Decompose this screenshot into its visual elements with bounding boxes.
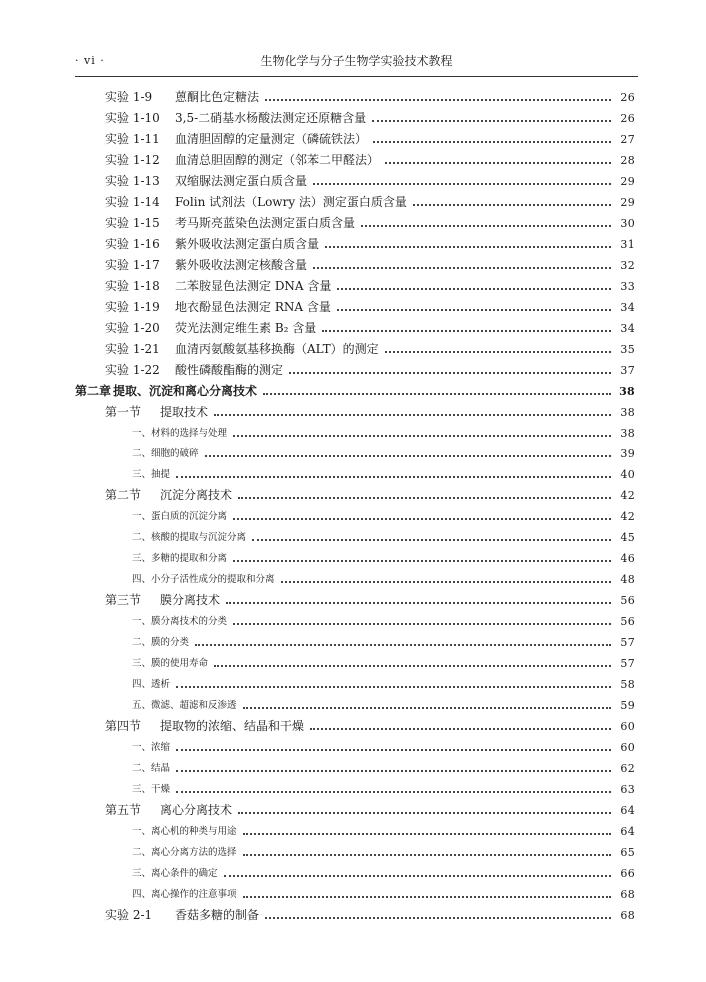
toc-entry-title: 三、膜的使用寿命 <box>132 658 209 670</box>
toc-entry-title: 紫外吸收法测定蛋白质含量 <box>175 236 320 251</box>
toc-entry-page: 37 <box>620 363 635 377</box>
toc-entry-label: 实验 1-14 <box>105 194 160 209</box>
toc-entry-exp <box>105 255 635 276</box>
toc-entry-label: 实验 1-20 <box>105 320 160 335</box>
toc-entry-label: 第二章 <box>75 383 112 398</box>
toc-entry-section <box>105 800 635 821</box>
toc-entry-title: 3,5-二硝基水杨酸法测定还原糖含量 <box>175 110 367 125</box>
toc-entry-page: 65 <box>620 845 635 859</box>
toc-entry-label: 实验 1-11 <box>105 131 160 146</box>
toc-entry-title: 一、膜分离技术的分类 <box>132 616 228 628</box>
toc-entry-page: 56 <box>620 594 635 608</box>
toc-entry-page: 56 <box>620 615 635 629</box>
toc-entry-item <box>132 842 635 863</box>
toc-entry-item <box>132 695 635 716</box>
toc-entry-page: 40 <box>620 468 635 482</box>
toc-entry-exp <box>105 360 635 381</box>
toc-entry-page: 45 <box>620 531 635 545</box>
page-number: · vi · <box>75 54 105 67</box>
toc-entry-title: 紫外吸收法测定核酸含量 <box>175 257 308 272</box>
toc-entry-page: 60 <box>620 720 635 734</box>
toc-entry-page: 33 <box>620 279 635 293</box>
toc-entry-page: 57 <box>620 657 635 671</box>
toc-entry-item <box>132 884 635 905</box>
toc-entry-page: 68 <box>620 908 635 922</box>
toc-entry-exp <box>105 192 635 213</box>
toc-entry-title: 双缩脲法测定蛋白质含量 <box>175 173 308 188</box>
toc-entry-title: 膜分离技术 <box>160 593 221 608</box>
dot-leader <box>325 245 611 248</box>
dot-leader <box>243 853 611 856</box>
toc-entry-page: 60 <box>620 741 635 755</box>
toc-entry-page: 27 <box>620 132 635 146</box>
toc-entry-title: 二苯胺显色法测定 DNA 含量 <box>175 278 332 293</box>
toc-entry-title: 地衣酚显色法测定 RNA 含量 <box>175 299 331 314</box>
page-header <box>75 40 638 77</box>
toc-entry-label: 实验 1-19 <box>105 299 160 314</box>
toc-entry-page: 30 <box>620 216 635 230</box>
toc-entry-title: 一、材料的选择与处理 <box>132 427 228 439</box>
toc-entry-page: 38 <box>620 405 635 419</box>
toc-entry-page: 48 <box>620 573 635 587</box>
toc-entry-exp <box>105 171 635 192</box>
toc-entry-title: 血清丙氨酸氨基移换酶（ALT）的测定 <box>175 341 379 356</box>
dot-leader <box>233 622 611 625</box>
dot-leader <box>214 664 611 667</box>
toc-entry-exp <box>105 234 635 255</box>
dot-leader <box>361 224 611 227</box>
toc-entry-item <box>132 821 635 842</box>
toc-entry-page: 28 <box>620 153 635 167</box>
toc-entry-section <box>105 716 635 737</box>
dot-leader <box>337 308 611 311</box>
toc-entry-item <box>132 527 635 548</box>
toc-entry-title: 提取技术 <box>160 404 209 419</box>
dot-leader <box>289 371 611 374</box>
toc-entry-title: 二、细胞的破碎 <box>132 448 199 460</box>
toc-entry-section <box>105 402 635 423</box>
toc-entry-title: 一、离心机的种类与用途 <box>132 825 237 837</box>
toc-entry-title: 提取、沉淀和离心分离技术 <box>113 383 258 398</box>
toc-entry-page: 35 <box>620 342 635 356</box>
toc-entry-exp <box>105 339 635 360</box>
toc-entry-page: 46 <box>620 552 635 566</box>
toc-entry-section <box>105 590 635 611</box>
dot-leader <box>263 392 611 395</box>
dot-leader <box>310 727 611 730</box>
toc-entry-page: 34 <box>620 321 635 335</box>
toc-entry-item <box>132 548 635 569</box>
toc-entry-label: 实验 1-10 <box>105 110 160 125</box>
toc-entry-title: 四、离心操作的注意事项 <box>132 888 237 900</box>
toc-entry-page: 58 <box>620 678 635 692</box>
toc-entry-title: 二、结晶 <box>132 763 171 775</box>
dot-leader <box>281 580 611 583</box>
toc-entry-chapter <box>75 381 635 402</box>
dot-leader <box>313 266 611 269</box>
dot-leader <box>238 496 611 499</box>
toc-entry-item <box>132 611 635 632</box>
toc-entry-title: 香菇多糖的制备 <box>175 907 260 922</box>
dot-leader <box>252 538 611 541</box>
toc-entry-title: 一、蛋白质的沉淀分离 <box>132 511 228 523</box>
toc-entry-page: 38 <box>619 384 635 398</box>
toc-entry-label: 实验 1-9 <box>105 90 153 104</box>
dot-leader <box>176 475 611 478</box>
dot-leader <box>205 454 611 457</box>
toc-entry-title: 三、抽提 <box>132 469 171 481</box>
toc-entry-item <box>132 758 635 779</box>
toc-entry-title: 五、微滤、超滤和反渗透 <box>132 700 237 712</box>
toc-entry-item <box>132 737 635 758</box>
dot-leader <box>238 811 611 814</box>
toc-entry-page: 66 <box>620 866 635 880</box>
dot-leader <box>176 790 611 793</box>
toc-entry-title: 提取物的浓缩、结晶和干燥 <box>160 719 305 734</box>
toc-entry-title: 三、离心条件的确定 <box>132 867 218 879</box>
toc-entry-page: 38 <box>620 426 635 440</box>
toc-entry-page: 34 <box>620 300 635 314</box>
toc-entry-page: 26 <box>620 91 635 104</box>
toc-entry-item <box>132 653 635 674</box>
toc-entry-label: 实验 2-1 <box>105 907 153 922</box>
toc-entry-title: 荧光法测定维生素 B₂ 含量 <box>175 320 317 335</box>
toc-entry-title: 考马斯亮蓝染色法测定蛋白质含量 <box>175 215 356 230</box>
toc-entry-exp <box>105 318 635 339</box>
toc-entry-exp <box>105 213 635 234</box>
dot-leader <box>372 119 611 122</box>
dot-leader <box>195 643 611 646</box>
toc-entry-label: 第五节 <box>105 802 142 817</box>
toc-entry-page: 64 <box>620 824 635 838</box>
dot-leader <box>243 706 611 709</box>
dot-leader <box>243 895 611 898</box>
dot-leader <box>385 350 611 353</box>
toc-entry-exp <box>105 905 635 926</box>
toc-entry-item <box>132 464 635 485</box>
toc-entry-label: 实验 1-22 <box>105 362 160 377</box>
dot-leader <box>322 329 611 332</box>
toc-entry-title: 三、多糖的提取和分离 <box>132 553 228 565</box>
toc-entry-item <box>132 423 635 444</box>
toc-entry-exp <box>105 297 635 318</box>
toc-entry-page: 39 <box>620 447 635 461</box>
toc-entry-item <box>132 632 635 653</box>
toc-entry-item <box>132 443 635 464</box>
toc-entry-label: 实验 1-13 <box>105 173 160 188</box>
toc-entry-title: 沉淀分离技术 <box>160 488 233 503</box>
toc-entry-page: 29 <box>620 174 635 188</box>
toc-entry-item <box>132 779 635 800</box>
dot-leader <box>413 203 611 206</box>
dot-leader <box>385 161 611 164</box>
dot-leader <box>265 916 611 919</box>
toc-entry-item <box>132 674 635 695</box>
toc-entry-title: Folin 试剂法（Lowry 法）测定蛋白质含量 <box>175 194 407 209</box>
toc-entry-item <box>132 506 635 527</box>
toc-entry-title: 四、小分子活性成分的提取和分离 <box>132 574 275 586</box>
dot-leader <box>233 517 611 520</box>
toc-entry-page: 31 <box>620 237 635 251</box>
dot-leader <box>233 434 611 437</box>
toc-entry-title: 四、透析 <box>132 679 171 691</box>
toc-entry-label: 实验 1-16 <box>105 236 160 251</box>
toc-entry-exp <box>105 108 635 129</box>
toc-entry-title: 血清总胆固醇的测定（邻苯二甲醛法） <box>175 152 380 167</box>
toc-entry-exp <box>105 150 635 171</box>
dot-leader <box>226 601 611 604</box>
toc-entry-exp <box>105 129 635 150</box>
dot-leader <box>176 685 611 688</box>
toc-entry-page: 42 <box>620 489 635 503</box>
toc-entry-title: 酸性磷酸酯酶的测定 <box>175 362 284 377</box>
toc-entry-page: 29 <box>620 195 635 209</box>
toc-entry-page: 32 <box>620 258 635 272</box>
dot-leader <box>243 832 611 835</box>
toc-entry-title: 二、核酸的提取与沉淀分离 <box>132 532 247 544</box>
toc-entry-title: 二、膜的分类 <box>132 637 190 649</box>
toc-entry-title: 蒽酮比色定糖法 <box>175 90 260 104</box>
toc-entry-label: 实验 1-18 <box>105 278 160 293</box>
toc-entry-page: 62 <box>620 762 635 776</box>
toc-entry-page: 57 <box>620 636 635 650</box>
dot-leader <box>176 748 611 751</box>
toc-entry-label: 第三节 <box>105 593 142 608</box>
dot-leader <box>214 413 611 416</box>
dot-leader <box>265 98 611 101</box>
toc-entry-title: 二、离心分离方法的选择 <box>132 846 237 858</box>
dot-leader <box>373 140 611 143</box>
toc-entry-label: 第一节 <box>105 404 142 419</box>
toc-entry-title: 一、浓缩 <box>132 742 171 754</box>
toc-entry-label: 实验 1-21 <box>105 341 160 356</box>
dot-leader <box>313 182 611 185</box>
dot-leader <box>233 559 611 562</box>
toc-entry-label: 实验 1-17 <box>105 257 160 272</box>
toc-entry-page: 68 <box>620 887 635 901</box>
toc-entry-exp <box>105 87 635 108</box>
toc-entry-page: 42 <box>620 510 635 524</box>
dot-leader <box>176 769 611 772</box>
toc-entry-label: 实验 1-12 <box>105 152 160 167</box>
toc-entry-exp <box>105 276 635 297</box>
toc-entry-title: 三、干燥 <box>132 784 171 795</box>
toc-entry-page: 59 <box>620 699 635 713</box>
toc-entry-item <box>132 569 635 590</box>
toc-entry-label: 实验 1-15 <box>105 215 160 230</box>
toc-entry-item <box>132 863 635 884</box>
toc-entry-label: 第四节 <box>105 719 142 734</box>
dot-leader <box>224 874 611 877</box>
toc-entry-page: 26 <box>620 111 635 125</box>
toc-entry-label: 第二节 <box>105 488 142 503</box>
toc-entry-page: 64 <box>620 803 635 817</box>
toc-entry-page: 63 <box>620 783 635 796</box>
book-title: 生物化学与分子生物学实验技术教程 <box>260 54 453 68</box>
dot-leader <box>337 287 611 290</box>
toc-entry-title: 血清胆固醇的定量测定（磷硫铁法） <box>175 131 368 146</box>
toc-entry-title: 离心分离技术 <box>160 802 233 817</box>
toc-entry-section <box>105 485 635 506</box>
